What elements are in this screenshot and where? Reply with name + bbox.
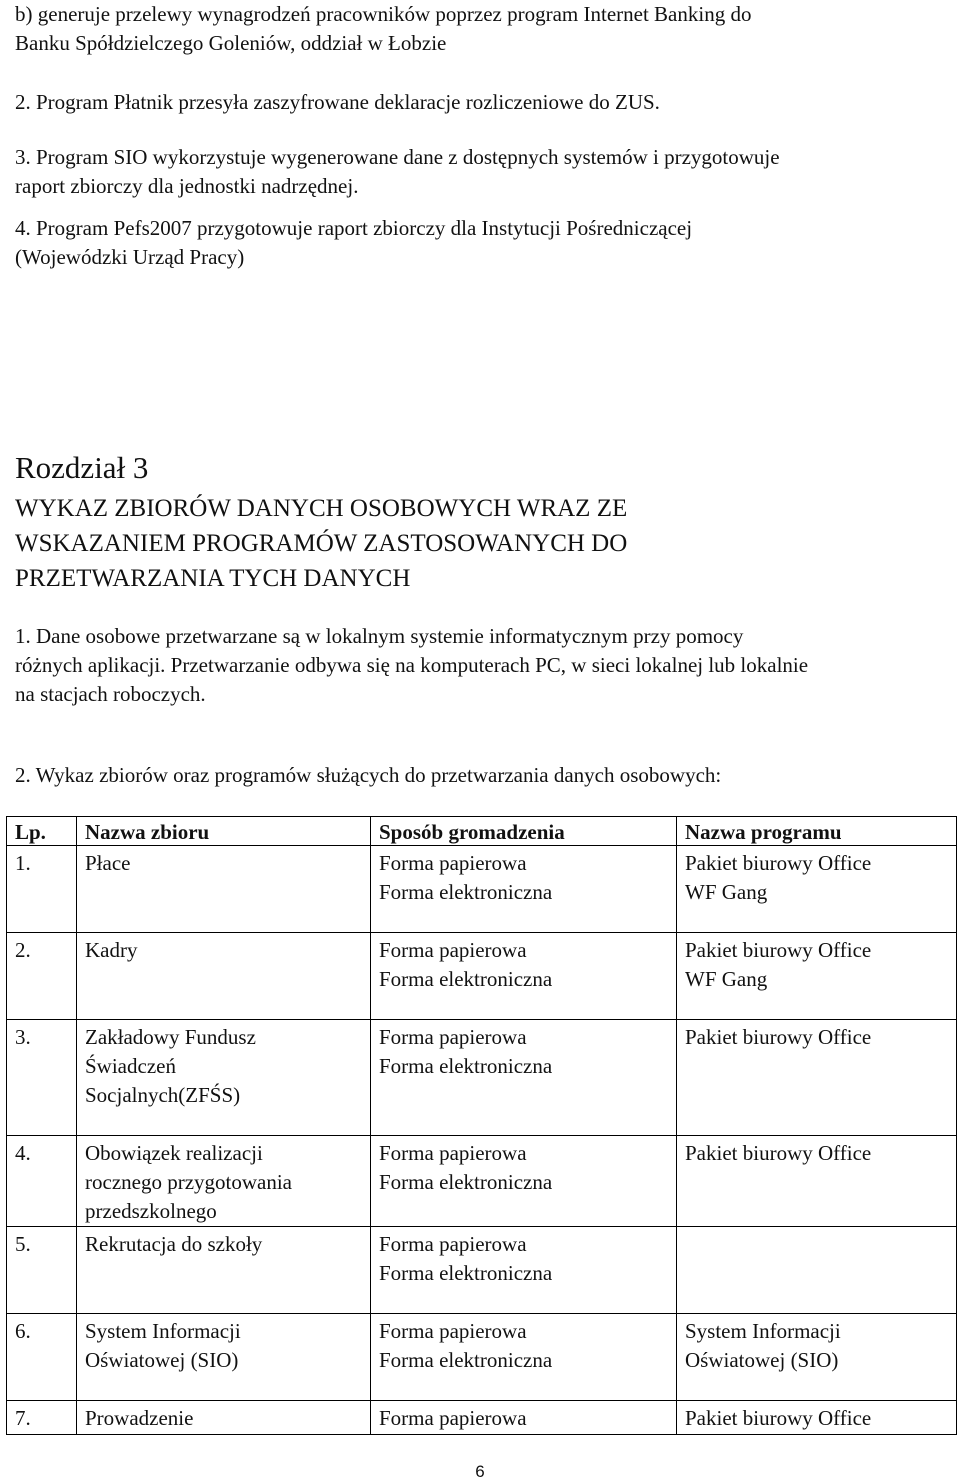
data-sets-table xyxy=(6,816,957,1435)
table-row xyxy=(7,1314,957,1401)
paragraph-2: 2. Program Płatnik przesyła zaszyfrowane deklaracje rozliczeniowe do ZUS. xyxy=(15,90,660,114)
cell-line: WF Gang xyxy=(685,880,768,904)
cell-line: Zakładowy Fundusz xyxy=(85,1025,256,1049)
cell-line: Forma papierowa xyxy=(379,1406,527,1430)
cell-line: Pakiet biurowy Office xyxy=(685,1025,872,1049)
table-row xyxy=(7,1136,957,1227)
header-program: Nazwa programu xyxy=(677,817,957,846)
header-lp: Lp. xyxy=(7,817,77,846)
cell-line: Płace xyxy=(85,851,131,875)
cell-line: Obowiązek realizacji xyxy=(85,1141,263,1165)
cell-line: Forma elektroniczna xyxy=(379,967,553,991)
cell-lp: 5. xyxy=(7,1227,77,1314)
paragraph-3-line2: raport zbiorczy dla jednostki nadrzędnej. xyxy=(15,174,359,198)
cell-line: Forma elektroniczna xyxy=(379,1170,553,1194)
cell-line: Forma papierowa xyxy=(379,851,527,875)
cell-method xyxy=(371,1020,677,1136)
cell-program xyxy=(677,1314,957,1401)
cell-lp: 6. xyxy=(7,1314,77,1401)
chapter-subtitle-line: WYKAZ ZBIORÓW DANYCH OSOBOWYCH WRAZ ZE xyxy=(15,495,628,522)
cell-line: Forma papierowa xyxy=(379,1232,527,1256)
cell-line: Świadczeń xyxy=(85,1054,176,1078)
cell-line: Pakiet biurowy Office xyxy=(685,938,872,962)
cell-line: Pakiet biurowy Office xyxy=(685,1406,872,1430)
section-1-line1: 1. Dane osobowe przetwarzane są w lokalnym systemie informatycznym przy pomocy xyxy=(15,624,744,648)
header-name: Nazwa zbioru xyxy=(77,817,371,846)
cell-method xyxy=(371,1401,677,1435)
cell-line: Oświatowej (SIO) xyxy=(685,1348,839,1372)
section-2: 2. Wykaz zbiorów oraz programów służących do przetwarzania danych osobowych: xyxy=(15,763,722,787)
cell-line: Kadry xyxy=(85,938,138,962)
section-1-line2: różnych aplikacji. Przetwarzanie odbywa się na komputerach PC, w sieci lokalnej lub lokalnie xyxy=(15,653,809,677)
cell-method xyxy=(371,1227,677,1314)
cell-line: przedszkolnego xyxy=(85,1199,217,1223)
cell-program xyxy=(677,1401,957,1435)
cell-line: Prowadzenie xyxy=(85,1406,194,1430)
cell-line: System Informacji xyxy=(85,1319,241,1343)
data-sets-table-wrapper xyxy=(6,816,956,1435)
cell-line: Forma papierowa xyxy=(379,1319,527,1343)
paragraph-4-line2: (Wojewódzki Urząd Pracy) xyxy=(15,245,245,269)
cell-name xyxy=(77,1020,371,1136)
table-row xyxy=(7,1401,957,1435)
cell-line: Oświatowej (SIO) xyxy=(85,1348,239,1372)
cell-name xyxy=(77,1401,371,1435)
paragraph-b-line1: b) generuje przelewy wynagrodzeń pracowników poprzez program Internet Banking do xyxy=(15,2,752,26)
table-row xyxy=(7,933,957,1020)
cell-lp: 1. xyxy=(7,846,77,933)
cell-line: Forma papierowa xyxy=(379,1025,527,1049)
cell-line: Forma papierowa xyxy=(379,1141,527,1165)
cell-line: Forma papierowa xyxy=(379,938,527,962)
cell-line: System Informacji xyxy=(685,1319,841,1343)
cell-line: Socjalnych(ZFŚS) xyxy=(85,1083,241,1107)
page-number: 6 xyxy=(475,1462,485,1481)
table-header-row xyxy=(7,817,957,846)
cell-lp: 4. xyxy=(7,1136,77,1227)
cell-line: Forma elektroniczna xyxy=(379,1348,553,1372)
cell-name xyxy=(77,846,371,933)
table-row xyxy=(7,1020,957,1136)
chapter-title: Rozdział 3 xyxy=(15,450,149,485)
cell-program xyxy=(677,1227,957,1314)
cell-line: WF Gang xyxy=(685,967,768,991)
chapter-subtitle xyxy=(15,491,627,596)
cell-name xyxy=(77,933,371,1020)
paragraph-3-line1: 3. Program SIO wykorzystuje wygenerowane dane z dostępnych systemów i przygotowuje xyxy=(15,145,780,169)
cell-program xyxy=(677,1136,957,1227)
cell-name xyxy=(77,1314,371,1401)
cell-program xyxy=(677,846,957,933)
cell-method xyxy=(371,1314,677,1401)
cell-method xyxy=(371,1136,677,1227)
table-row xyxy=(7,846,957,933)
cell-line: Forma elektroniczna xyxy=(379,880,553,904)
cell-line: Rekrutacja do szkoły xyxy=(85,1232,263,1256)
cell-line: rocznego przygotowania xyxy=(85,1170,292,1194)
cell-lp: 3. xyxy=(7,1020,77,1136)
cell-program xyxy=(677,933,957,1020)
section-1-line3: na stacjach roboczych. xyxy=(15,682,206,706)
cell-method xyxy=(371,933,677,1020)
cell-method xyxy=(371,846,677,933)
chapter-subtitle-line: WSKAZANIEM PROGRAMÓW ZASTOSOWANYCH DO xyxy=(15,530,628,557)
cell-line: Forma elektroniczna xyxy=(379,1054,553,1078)
cell-name xyxy=(77,1136,371,1227)
cell-line: Pakiet biurowy Office xyxy=(685,851,872,875)
cell-lp: 7. xyxy=(7,1401,77,1435)
chapter-subtitle-line: PRZETWARZANIA TYCH DANYCH xyxy=(15,565,411,592)
cell-line: Pakiet biurowy Office xyxy=(685,1141,872,1165)
header-method: Sposób gromadzenia xyxy=(371,817,677,846)
cell-name xyxy=(77,1227,371,1314)
cell-line: Forma elektroniczna xyxy=(379,1261,553,1285)
paragraph-4-line1: 4. Program Pefs2007 przygotowuje raport zbiorczy dla Instytucji Pośredniczącej xyxy=(15,216,693,240)
cell-program xyxy=(677,1020,957,1136)
paragraph-b-line2: Banku Spółdzielczego Goleniów, oddział w Łobzie xyxy=(15,31,447,55)
cell-lp: 2. xyxy=(7,933,77,1020)
table-row xyxy=(7,1227,957,1314)
